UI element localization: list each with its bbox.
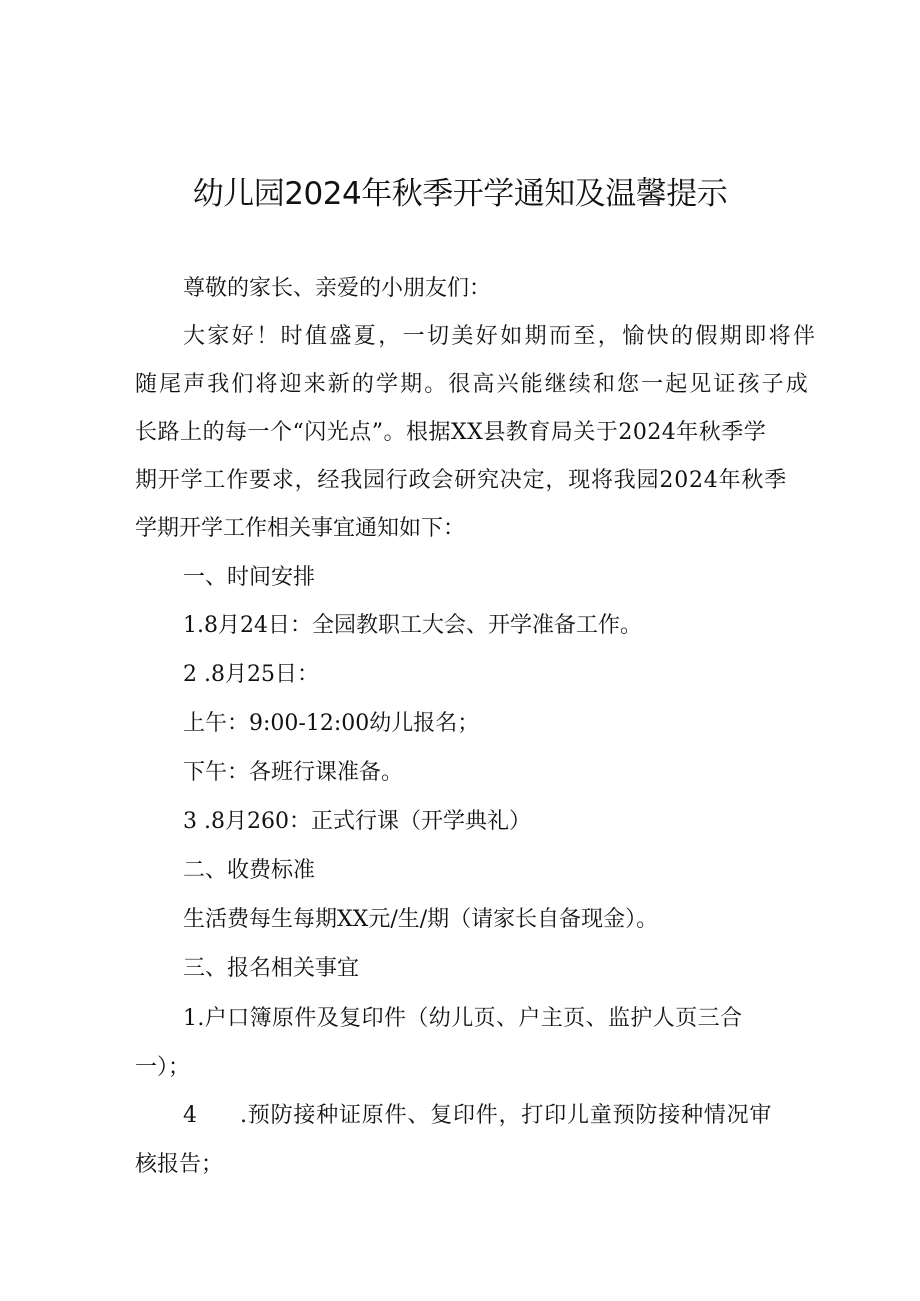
section-2-heading: 二、收费标准 <box>183 858 316 883</box>
schedule-item-2: 2 .8月25日： <box>183 662 319 687</box>
intro-line-1: 大家好！时值盛夏，一切美好如期而至，愉快的假期即将伴 <box>183 324 818 349</box>
schedule-item-3: 3 .8月260：正式行课（开学典礼） <box>183 809 531 834</box>
schedule-morning: 上午：9:00-12:00幼儿报名； <box>183 711 480 736</box>
schedule-afternoon: 下午：各班行课准备。 <box>183 760 404 785</box>
document-title: 幼儿园2024年秋季开学通知及温馨提示 <box>192 176 728 212</box>
intro-line-3: 长路上的每一个“闪光点”。根据XX县教育局关于2024年秋季学 <box>135 420 767 445</box>
schedule-item-1: 1.8月24日：全园教职工大会、开学准备工作。 <box>183 613 642 638</box>
registration-item-4-line-2: 核报告； <box>135 1152 224 1177</box>
registration-item-4-number: 4 <box>183 1103 197 1128</box>
fee-text: 生活费每生每期XX元/生/期（请家长自备现金）。 <box>183 907 659 932</box>
intro-line-5: 学期开学工作相关事宜通知如下： <box>135 516 466 541</box>
section-1-heading: 一、时间安排 <box>183 565 316 590</box>
section-3-heading: 三、报名相关事宜 <box>183 956 360 981</box>
registration-item-1-line-2: 一）； <box>135 1055 191 1080</box>
intro-line-2: 随尾声我们将迎来新的学期。很高兴能继续和您一起见证孩子成 <box>135 372 810 397</box>
registration-item-4-line-1: .预防接种证原件、复印件，打印儿童预防接种情况审 <box>240 1103 773 1128</box>
registration-item-1-line-1: 1.户口簿原件及复印件（幼儿页、户主页、监护人页三合 <box>183 1006 743 1031</box>
intro-line-4: 期开学工作要求，经我园行政会研究决定，现将我园2024年秋季 <box>135 468 787 493</box>
greeting: 尊敬的家长、亲爱的小朋友们： <box>183 276 492 301</box>
